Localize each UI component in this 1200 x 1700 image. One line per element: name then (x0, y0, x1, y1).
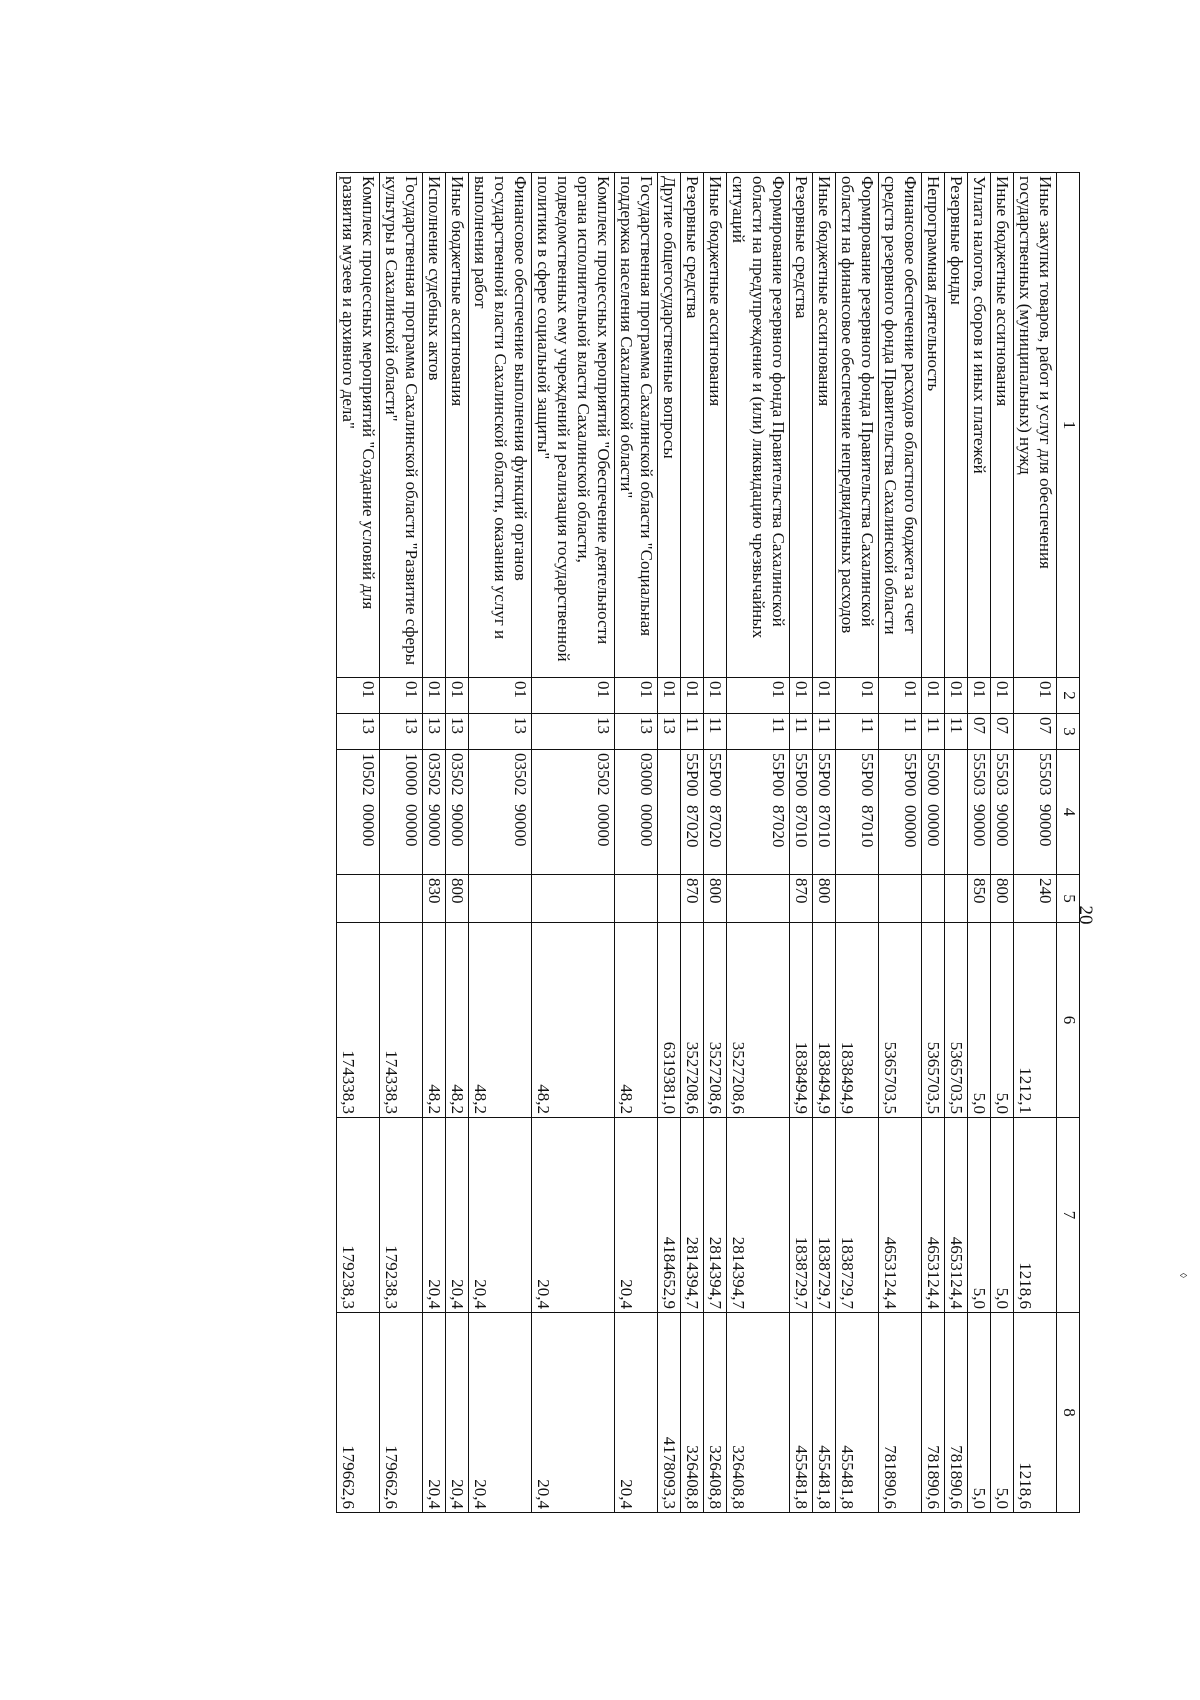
amount-col6-cell: 174338,3 (380, 923, 423, 1118)
table-row (1014, 173, 1057, 1513)
section-code-cell: 01 (922, 678, 945, 714)
target-article-cell: 55000 00000 (922, 750, 945, 875)
amount-col7-cell: 4184652,9 (658, 1118, 681, 1313)
target-article-cell: 03502 90000 (423, 750, 446, 875)
row-name-cell: Иные бюджетные ассигнования (991, 173, 1014, 678)
subsection-code-cell: 13 (423, 714, 446, 750)
table-row (922, 173, 945, 1513)
amount-col7-cell: 4653124,4 (879, 1118, 922, 1313)
row-name-cell: Уплата налогов, сборов и иных платежей (968, 173, 991, 678)
expense-type-cell (469, 875, 532, 923)
amount-col6-cell: 5365703,5 (922, 923, 945, 1118)
expense-type-cell (380, 875, 423, 923)
subsection-code-cell: 07 (1014, 714, 1057, 750)
subsection-code-cell: 07 (968, 714, 991, 750)
section-code-cell: 01 (469, 678, 532, 714)
amount-col8-cell: 455481,8 (790, 1313, 813, 1513)
row-name-cell: Государственная программа Сахалинской области "Развитие сферы культуры в Сахалинской области" (380, 173, 423, 678)
section-code-cell: 01 (727, 678, 790, 714)
table-row (945, 173, 968, 1513)
amount-col8-cell: 781890,6 (945, 1313, 968, 1513)
amount-col7-cell: 20,4 (423, 1118, 446, 1313)
section-code-cell: 01 (380, 678, 423, 714)
amount-col8-cell: 326408,8 (727, 1313, 790, 1513)
amount-col6-cell: 1838494,9 (836, 923, 879, 1118)
amount-col7-cell: 2814394,7 (727, 1118, 790, 1313)
amount-col8-cell: 179662,6 (380, 1313, 423, 1513)
header-row (1057, 173, 1080, 1513)
subsection-code-cell: 11 (790, 714, 813, 750)
row-name-cell: Формирование резервного фонда Правительства Сахалинской области на предупреждение и (или) ликвидацию чрезвычайных ситуаций (727, 173, 790, 678)
amount-col7-cell: 1838729,7 (790, 1118, 813, 1313)
expense-type-cell: 240 (1014, 875, 1057, 923)
expense-type-cell: 800 (446, 875, 469, 923)
target-article-cell: 55Р00 87020 (704, 750, 727, 875)
table-row (704, 173, 727, 1513)
section-code-cell: 01 (945, 678, 968, 714)
header-cell: 6 (1057, 923, 1080, 1118)
subsection-code-cell: 11 (727, 714, 790, 750)
header-cell: 3 (1057, 714, 1080, 750)
subsection-code-cell: 13 (337, 714, 380, 750)
table-row (615, 173, 658, 1513)
table-row (836, 173, 879, 1513)
table-row (337, 173, 380, 1513)
subsection-code-cell: 11 (681, 714, 704, 750)
expense-type-cell: 870 (681, 875, 704, 923)
amount-col8-cell: 326408,8 (681, 1313, 704, 1513)
row-name-cell: Иные закупки товаров, работ и услуг для обеспечения государственных (муниципальных) нужд (1014, 173, 1057, 678)
row-name-cell: Комплекс процессных мероприятий "Обеспечение деятельности органа исполнительной власти Сахалинской области, подведомственных ему учреждений и реализация государственной политики в сфере социальной защиты" (532, 173, 615, 678)
amount-col8-cell: 179662,6 (337, 1313, 380, 1513)
row-name-cell: Формирование резервного фонда Правительства Сахалинской области на финансовое обеспечение непредвиденных расходов (836, 173, 879, 678)
subsection-code-cell: 13 (446, 714, 469, 750)
table-row (532, 173, 615, 1513)
expense-type-cell: 800 (813, 875, 836, 923)
amount-col6-cell: 48,2 (446, 923, 469, 1118)
table-row (380, 173, 423, 1513)
row-name-cell: Резервные фонды (945, 173, 968, 678)
amount-col7-cell: 179238,3 (337, 1118, 380, 1313)
table-row (968, 173, 991, 1513)
target-article-cell: 55Р00 00000 (879, 750, 922, 875)
expense-type-cell (615, 875, 658, 923)
section-code-cell: 01 (879, 678, 922, 714)
amount-col8-cell: 1218,6 (1014, 1313, 1057, 1513)
table-row (658, 173, 681, 1513)
expense-type-cell: 830 (423, 875, 446, 923)
margin-mark: ◊ (1176, 1273, 1188, 1278)
expense-type-cell (836, 875, 879, 923)
section-code-cell: 01 (337, 678, 380, 714)
table-row (813, 173, 836, 1513)
amount-col7-cell: 179238,3 (380, 1118, 423, 1313)
row-name-cell: Финансовое обеспечение расходов областного бюджета за счет средств резервного фонда Правительства Сахалинской области (879, 173, 922, 678)
amount-col6-cell: 5365703,5 (879, 923, 922, 1118)
target-article-cell: 03502 90000 (446, 750, 469, 875)
amount-col6-cell: 5365703,5 (945, 923, 968, 1118)
row-name-cell: Исполнение судебных актов (423, 173, 446, 678)
target-article-cell: 10502 00000 (337, 750, 380, 875)
section-code-cell: 01 (532, 678, 615, 714)
expense-type-cell (337, 875, 380, 923)
target-article-cell: 55503 90000 (1014, 750, 1057, 875)
expense-type-cell (658, 875, 681, 923)
expense-type-cell (945, 875, 968, 923)
section-code-cell: 01 (790, 678, 813, 714)
section-code-cell: 01 (991, 678, 1014, 714)
header-cell: 5 (1057, 875, 1080, 923)
amount-col7-cell: 20,4 (469, 1118, 532, 1313)
section-code-cell: 01 (836, 678, 879, 714)
amount-col6-cell: 48,2 (615, 923, 658, 1118)
subsection-code-cell: 11 (879, 714, 922, 750)
amount-col7-cell: 2814394,7 (681, 1118, 704, 1313)
amount-col8-cell: 326408,8 (704, 1313, 727, 1513)
row-name-cell: Государственная программа Сахалинской области "Социальная поддержка населения Сахалинской области" (615, 173, 658, 678)
table-row (423, 173, 446, 1513)
target-article-cell: 10000 00000 (380, 750, 423, 875)
section-code-cell: 01 (615, 678, 658, 714)
expense-type-cell: 800 (704, 875, 727, 923)
subsection-code-cell: 11 (813, 714, 836, 750)
amount-col7-cell: 1838729,7 (836, 1118, 879, 1313)
target-article-cell: 55503 90000 (968, 750, 991, 875)
target-article-cell: 03000 00000 (615, 750, 658, 875)
page-number: 20 (1075, 905, 1096, 925)
amount-col6-cell: 3527208,6 (681, 923, 704, 1118)
amount-col6-cell: 1212,1 (1014, 923, 1057, 1118)
subsection-code-cell: 13 (469, 714, 532, 750)
amount-col7-cell: 20,4 (446, 1118, 469, 1313)
amount-col7-cell: 1218,6 (1014, 1118, 1057, 1313)
section-code-cell: 01 (446, 678, 469, 714)
section-code-cell: 01 (813, 678, 836, 714)
amount-col7-cell: 4653124,4 (922, 1118, 945, 1313)
amount-col8-cell: 781890,6 (879, 1313, 922, 1513)
row-name-cell: Иные бюджетные ассигнования (446, 173, 469, 678)
subsection-code-cell: 13 (380, 714, 423, 750)
amount-col8-cell: 20,4 (615, 1313, 658, 1513)
target-article-cell: 55Р00 87010 (790, 750, 813, 875)
subsection-code-cell: 13 (532, 714, 615, 750)
amount-col8-cell: 20,4 (469, 1313, 532, 1513)
amount-col7-cell: 20,4 (615, 1118, 658, 1313)
subsection-code-cell: 11 (836, 714, 879, 750)
section-code-cell: 01 (704, 678, 727, 714)
amount-col6-cell: 3527208,6 (704, 923, 727, 1118)
target-article-cell: 55Р00 87020 (681, 750, 704, 875)
header-cell: 2 (1057, 678, 1080, 714)
header-cell: 1 (1057, 173, 1080, 678)
amount-col8-cell: 455481,8 (836, 1313, 879, 1513)
table-row (991, 173, 1014, 1513)
amount-col6-cell: 174338,3 (337, 923, 380, 1118)
amount-col8-cell: 20,4 (532, 1313, 615, 1513)
amount-col6-cell: 48,2 (423, 923, 446, 1118)
section-code-cell: 01 (681, 678, 704, 714)
table-row (446, 173, 469, 1513)
expense-type-cell (727, 875, 790, 923)
budget-table (336, 172, 1080, 1513)
target-article-cell: 55503 90000 (991, 750, 1014, 875)
amount-col7-cell: 2814394,7 (704, 1118, 727, 1313)
target-article-cell: 55Р00 87010 (813, 750, 836, 875)
expense-type-cell (879, 875, 922, 923)
subsection-code-cell: 07 (991, 714, 1014, 750)
amount-col7-cell: 5,0 (968, 1118, 991, 1313)
target-article-cell (658, 750, 681, 875)
amount-col6-cell: 1838494,9 (813, 923, 836, 1118)
header-cell: 8 (1057, 1313, 1080, 1513)
table-row (469, 173, 532, 1513)
row-name-cell: Иные бюджетные ассигнования (704, 173, 727, 678)
amount-col8-cell: 4178093,3 (658, 1313, 681, 1513)
amount-col6-cell: 5,0 (968, 923, 991, 1118)
row-name-cell: Комплекс процессных мероприятий "Создание условий для развития музеев и архивного дела" (337, 173, 380, 678)
amount-col7-cell: 4653124,4 (945, 1118, 968, 1313)
amount-col6-cell: 3527208,6 (727, 923, 790, 1118)
amount-col6-cell: 1838494,9 (790, 923, 813, 1118)
row-name-cell: Непрограммная деятельность (922, 173, 945, 678)
header-cell: 4 (1057, 750, 1080, 875)
amount-col7-cell: 20,4 (532, 1118, 615, 1313)
target-article-cell: 55Р00 87020 (727, 750, 790, 875)
amount-col6-cell: 48,2 (532, 923, 615, 1118)
expense-type-cell (922, 875, 945, 923)
row-name-cell: Другие общегосударственные вопросы (658, 173, 681, 678)
subsection-code-cell: 11 (922, 714, 945, 750)
table-row (681, 173, 704, 1513)
table-row (727, 173, 790, 1513)
subsection-code-cell: 13 (658, 714, 681, 750)
row-name-cell: Иные бюджетные ассигнования (813, 173, 836, 678)
section-code-cell: 01 (658, 678, 681, 714)
amount-col8-cell: 5,0 (991, 1313, 1014, 1513)
expense-type-cell: 800 (991, 875, 1014, 923)
section-code-cell: 01 (1014, 678, 1057, 714)
row-name-cell: Резервные средства (681, 173, 704, 678)
amount-col8-cell: 455481,8 (813, 1313, 836, 1513)
row-name-cell: Финансовое обеспечение выполнения функций органов государственной власти Сахалинской области, оказания услуг и выполнения работ (469, 173, 532, 678)
budget-table-container (81, 172, 1080, 1512)
amount-col6-cell: 5,0 (991, 923, 1014, 1118)
amount-col8-cell: 5,0 (968, 1313, 991, 1513)
subsection-code-cell: 11 (945, 714, 968, 750)
amount-col8-cell: 20,4 (423, 1313, 446, 1513)
subsection-code-cell: 13 (615, 714, 658, 750)
amount-col8-cell: 781890,6 (922, 1313, 945, 1513)
subsection-code-cell: 11 (704, 714, 727, 750)
section-code-cell: 01 (423, 678, 446, 714)
amount-col6-cell: 6319381,0 (658, 923, 681, 1118)
header-cell: 7 (1057, 1118, 1080, 1313)
expense-type-cell: 870 (790, 875, 813, 923)
amount-col6-cell: 48,2 (469, 923, 532, 1118)
amount-col7-cell: 1838729,7 (813, 1118, 836, 1313)
amount-col7-cell: 5,0 (991, 1118, 1014, 1313)
target-article-cell: 03502 90000 (469, 750, 532, 875)
amount-col8-cell: 20,4 (446, 1313, 469, 1513)
row-name-cell: Резервные средства (790, 173, 813, 678)
expense-type-cell (532, 875, 615, 923)
target-article-cell: 03502 00000 (532, 750, 615, 875)
expense-type-cell: 850 (968, 875, 991, 923)
section-code-cell: 01 (968, 678, 991, 714)
target-article-cell: 55Р00 87010 (836, 750, 879, 875)
table-row (790, 173, 813, 1513)
target-article-cell (945, 750, 968, 875)
table-row (879, 173, 922, 1513)
